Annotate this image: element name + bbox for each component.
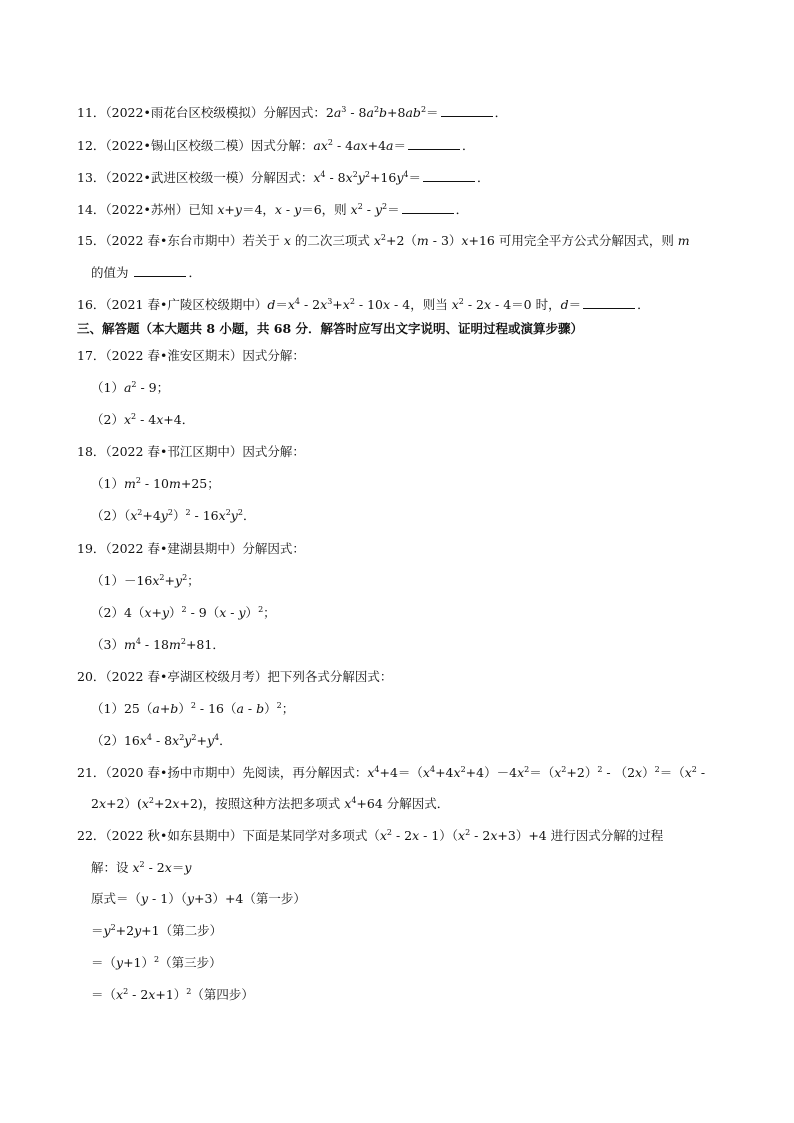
question-20: 20．（2022 春•亭湖区校级月考）把下列各式分解因式： (77, 669, 393, 684)
question-tail: ． (477, 170, 490, 185)
answer-blank[interactable] (408, 137, 460, 150)
question-19-part-3: $(3)m^4 - 18m^2+81$． (91, 636, 225, 652)
question-20-part-2: $(2)16x^4 - 8x^2y^2+y^4$． (91, 732, 232, 748)
answer-blank[interactable] (402, 201, 454, 214)
question-expression: $d=x^4 - 2x^3+x^2 - 10x - 4$，则当 $x^2 - 2x - 4=0$ 时，d＝ (267, 296, 582, 312)
question-17-part-2: $(2)x^2 - 4x+4$． (91, 411, 195, 427)
question-15 (77, 233, 734, 249)
question-number: 16． (77, 297, 106, 312)
question-11 (77, 104, 734, 121)
question-22-step-1: 原式＝（y - 1）（y+3）+4（第一步） (91, 891, 306, 906)
question-22-step-4: $=(x^2 - 2x+1)^2$（第四步） (91, 986, 254, 1002)
question-text: 因式分解： (250, 138, 314, 153)
section-3-title: 三、解答题（本大题共 8 小题，共 68 分．解答时应写出文字说明、证明过程或演算步骤） (77, 321, 584, 336)
question-22-step-3: $=(y+1)^2$（第三步） (91, 954, 222, 970)
question-21-line-2: $2x+2)(x^2+2x+2)$，按照这种方法把多项式 $x^4+64$ 分解因式． (91, 795, 450, 811)
question-19-part-2: $(2)4(x+y)^2 - 9(x - y)^2$； (91, 604, 276, 620)
question-tail: ． (188, 265, 201, 280)
question-22-solution-intro: 解：设 $x^2 - 2x=y$ (91, 859, 192, 875)
question-source: （2022 春•东台市期中） (105, 233, 243, 248)
question-tail: ． (637, 297, 650, 312)
question-tail: ． (462, 138, 475, 153)
question-expression: $ax^2 - 4ax+4a=$ (313, 137, 407, 153)
question-12 (77, 137, 734, 154)
question-expression: 若关于 x 的二次三项式 $x^2+2(m - 3)x+16$ 可用完全平方公式分解因式，则 m (242, 232, 690, 248)
question-expression: $2a^3 - 8a^2b+8ab^2=$ (325, 104, 439, 120)
question-expression: 已知 x+y＝4，x - y＝6，则 $x^2 - y^2=$ (188, 201, 400, 217)
question-22-step-2: $=y^2+2y+1$（第二步） (91, 922, 223, 938)
question-18-part-2: $(2)(x^2+4y^2)^2 - 16x^2y^2$． (91, 507, 256, 523)
question-17: 17．（2022 春•淮安区期末）因式分解： (77, 348, 305, 363)
answer-blank[interactable] (134, 264, 186, 277)
question-text: 的值为 (91, 265, 133, 280)
question-source: （2022•雨花台区校级模拟） (105, 105, 264, 120)
question-expression: $x^4 - 8x^2y^2+16y^4=$ (313, 169, 422, 185)
question-text: 分解因式： (250, 170, 314, 185)
question-number: 15． (77, 233, 106, 248)
question-source: （2022•锡山区校级二模） (105, 138, 251, 153)
question-text: 分解因式： (263, 105, 326, 120)
question-18-part-1: $(1)m^2 - 10m+25$； (91, 475, 220, 491)
question-number: 14． (77, 202, 106, 217)
question-source: （2022•苏州） (105, 202, 189, 217)
answer-blank[interactable] (423, 169, 475, 182)
question-tail: ． (455, 202, 469, 217)
question-16 (77, 296, 734, 313)
question-22: 22．（2022 秋•如东县期中）下面是某同学对多项式$(x^2 - 2x - 1)(x^2 - 2x+3)+4$ 进行因式分解的过程 (77, 827, 664, 843)
answer-blank[interactable] (441, 104, 493, 117)
question-source: （2022•武进区校级一模） (105, 170, 251, 185)
question-19: 19．（2022 春•建湖县期中）分解因式： (77, 541, 305, 556)
question-number: 12． (77, 138, 106, 153)
question-18: 18．（2022 春•邗江区期中）因式分解： (77, 444, 305, 459)
question-number: 13． (77, 170, 106, 185)
question-14 (77, 201, 734, 218)
question-15-line-2 (91, 264, 734, 281)
question-number: 11． (77, 105, 106, 120)
question-20-part-1: $(1)25(a+b)^2 - 16(a - b)^2$； (91, 700, 295, 716)
question-source: （2021 春•广陵区校级期中） (105, 297, 268, 312)
question-tail: ． (494, 105, 508, 120)
question-17-part-1: $(1)a^2 - 9$； (91, 379, 170, 395)
question-21: 21．（2020 春•扬中市期中）先阅读，再分解因式：$x^4+4=(x^4+4x^2+4)-4x^2=(x^2+2)^2 - (2x)^2=(x^2$ - (77, 764, 706, 780)
question-13 (77, 169, 734, 186)
answer-blank[interactable] (583, 296, 635, 309)
question-19-part-1: $(1)-16x^2+y^2$； (91, 572, 200, 588)
